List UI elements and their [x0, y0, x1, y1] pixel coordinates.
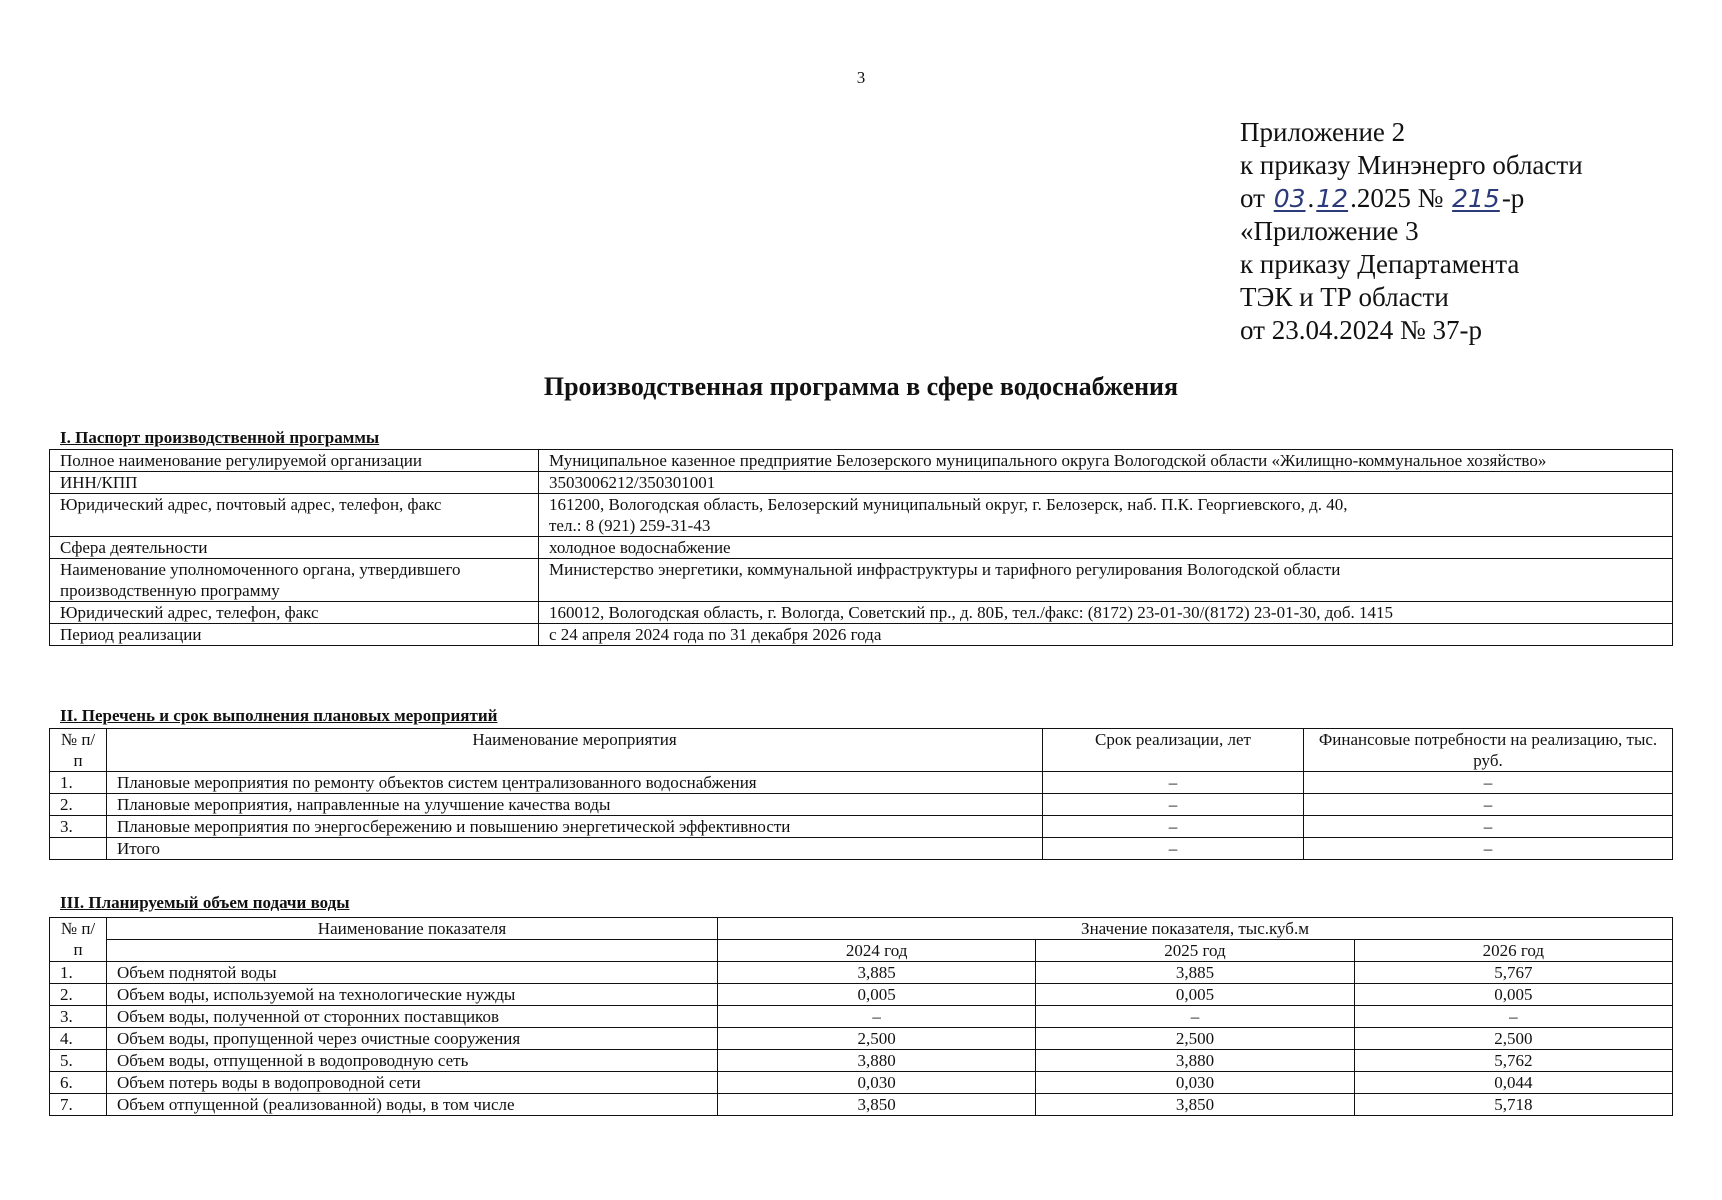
table-row: [50, 559, 1673, 602]
measure-name: Плановые мероприятия, направленные на улучшение качества воды: [107, 794, 1043, 816]
water-volume-table: [49, 917, 1673, 1116]
appendix-from: от: [1240, 183, 1265, 213]
table-row: [50, 816, 1673, 838]
value-2024: 3,850: [718, 1094, 1036, 1116]
handwritten-month: 12: [1316, 184, 1349, 213]
value-2026: –: [1354, 1006, 1672, 1028]
table-row: [50, 624, 1673, 646]
table-row: [50, 450, 1673, 472]
row-num: 3.: [50, 1006, 107, 1028]
table-row: [50, 494, 1673, 537]
appendix-line: от 23.04.2024 № 37-р: [1240, 315, 1482, 345]
header-year-2026: 2026 год: [1354, 940, 1672, 962]
measure-name: Итого: [107, 838, 1043, 860]
appendix-line: ТЭК и ТР области: [1240, 282, 1449, 312]
indicator-name: Объем отпущенной (реализованной) воды, в том числе: [107, 1094, 718, 1116]
section-heading-volume: III. Планируемый объем подачи воды: [60, 893, 350, 912]
passport-value: [539, 494, 1673, 537]
table-row: [50, 1006, 1673, 1028]
table-row-total: [50, 838, 1673, 860]
row-num: [50, 838, 107, 860]
indicator-name: Объем поднятой воды: [107, 962, 718, 984]
appendix-line: Приложение 2: [1240, 117, 1406, 147]
passport-value: холодное водоснабжение: [539, 537, 1673, 559]
table-row: [50, 1072, 1673, 1094]
passport-value: 3503006212/350301001: [539, 472, 1673, 494]
appendix-line: «Приложение 3: [1240, 216, 1419, 246]
appendix-year: .2025 №: [1350, 183, 1444, 213]
indicator-name: Объем воды, пропущенной через очистные сооружения: [107, 1028, 718, 1050]
passport-value: Министерство энергетики, коммунальной инфраструктуры и тарифного регулирования Вологодской области: [539, 559, 1673, 602]
header-term: Срок реализации, лет: [1043, 729, 1304, 772]
header-value-group: Значение показателя, тыс.куб.м: [718, 918, 1673, 940]
value-2024: 3,885: [718, 962, 1036, 984]
passport-value: Муниципальное казенное предприятие Белозерского муниципального округа Вологодской области «Жилищно-коммунальное хозяйство»: [539, 450, 1673, 472]
table-row: [50, 772, 1673, 794]
value-2026: 5,718: [1354, 1094, 1672, 1116]
passport-label: ИНН/КПП: [50, 472, 539, 494]
value-2025: 0,005: [1036, 984, 1354, 1006]
value-2025: 2,500: [1036, 1028, 1354, 1050]
passport-label: Период реализации: [50, 624, 539, 646]
passport-value: с 24 апреля 2024 года по 31 декабря 2026 года: [539, 624, 1673, 646]
header-year-2025: 2025 год: [1036, 940, 1354, 962]
value-2025: 3,880: [1036, 1050, 1354, 1072]
measure-term: –: [1043, 794, 1304, 816]
value-2026: 0,005: [1354, 984, 1672, 1006]
row-num: 1.: [50, 772, 107, 794]
handwritten-day: 03: [1273, 184, 1306, 213]
table-header-row: [50, 940, 1673, 962]
table-row: [50, 1094, 1673, 1116]
measure-finance: –: [1304, 816, 1673, 838]
value-2026: 2,500: [1354, 1028, 1672, 1050]
table-header-row: [50, 918, 1673, 940]
header-indicator-name: Наименование показателя: [107, 918, 718, 940]
row-num: 2.: [50, 794, 107, 816]
header-finance: Финансовые потребности на реализацию, тыс. руб.: [1304, 729, 1673, 772]
measure-term: –: [1043, 838, 1304, 860]
passport-label: Юридический адрес, почтовый адрес, телефон, факс: [50, 494, 539, 537]
value-2026: 5,762: [1354, 1050, 1672, 1072]
document-title: Производственная программа в сфере водоснабжения: [543, 372, 1179, 401]
phone-line: тел.: 8 (921) 259-31-43: [549, 516, 711, 535]
value-2026: 0,044: [1354, 1072, 1672, 1094]
measures-table: [49, 728, 1673, 860]
passport-label: Наименование уполномоченного органа, утвердившего производственную программу: [50, 559, 539, 602]
passport-value: 160012, Вологодская область, г. Вологда, Советский пр., д. 80Б, тел./факс: (8172) 23-01-30/(8172) 23-01-30, доб. 1415: [539, 602, 1673, 624]
row-num: 7.: [50, 1094, 107, 1116]
measure-name: Плановые мероприятия по ремонту объектов систем централизованного водоснабжения: [107, 772, 1043, 794]
passport-label: Юридический адрес, телефон, факс: [50, 602, 539, 624]
value-2025: 0,030: [1036, 1072, 1354, 1094]
indicator-name: Объем воды, отпущенной в водопроводную сеть: [107, 1050, 718, 1072]
measure-finance: –: [1304, 838, 1673, 860]
value-2026: 5,767: [1354, 962, 1672, 984]
table-row: [50, 984, 1673, 1006]
indicator-name: Объем воды, полученной от сторонних поставщиков: [107, 1006, 718, 1028]
value-2024: 2,500: [718, 1028, 1036, 1050]
header-year-2024: 2024 год: [718, 940, 1036, 962]
indicator-name: Объем воды, используемой на технологические нужды: [107, 984, 718, 1006]
value-2024: 0,030: [718, 1072, 1036, 1094]
row-num: 4.: [50, 1028, 107, 1050]
value-2024: –: [718, 1006, 1036, 1028]
table-row: [50, 794, 1673, 816]
header-measure-name: Наименование мероприятия: [107, 729, 1043, 772]
appendix-suffix: -р: [1501, 183, 1525, 213]
measure-finance: –: [1304, 794, 1673, 816]
value-2024: 3,880: [718, 1050, 1036, 1072]
table-row: [50, 602, 1673, 624]
appendix-block: [1240, 116, 1583, 347]
handwritten-number: 215: [1452, 184, 1500, 213]
appendix-line: к приказу Департамента: [1240, 249, 1520, 279]
passport-label: Полное наименование регулируемой организации: [50, 450, 539, 472]
table-row: [50, 962, 1673, 984]
passport-label: Сфера деятельности: [50, 537, 539, 559]
value-2025: 3,885: [1036, 962, 1354, 984]
header-num: № п/п: [50, 729, 107, 772]
passport-table: [49, 449, 1673, 646]
row-num: 6.: [50, 1072, 107, 1094]
appendix-line: к приказу Минэнерго области: [1240, 150, 1583, 180]
header-num: № п/п: [50, 918, 107, 962]
row-num: 3.: [50, 816, 107, 838]
indicator-name: Объем потерь воды в водопроводной сети: [107, 1072, 718, 1094]
header-spacer: [107, 940, 718, 962]
table-header-row: [50, 729, 1673, 772]
value-2025: –: [1036, 1006, 1354, 1028]
row-num: 2.: [50, 984, 107, 1006]
value-2025: 3,850: [1036, 1094, 1354, 1116]
table-row: [50, 1050, 1673, 1072]
table-row: [50, 537, 1673, 559]
measure-term: –: [1043, 772, 1304, 794]
table-row: [50, 472, 1673, 494]
address-line: 161200, Вологодская область, Белозерский муниципальный округ, г. Белозерск, наб. П.К. Георгиевского, д. 40,: [549, 495, 1348, 514]
value-2024: 0,005: [718, 984, 1036, 1006]
row-num: 5.: [50, 1050, 107, 1072]
measure-term: –: [1043, 816, 1304, 838]
section-heading-measures: II. Перечень и срок выполнения плановых мероприятий: [60, 706, 498, 725]
table-row: [50, 1028, 1673, 1050]
appendix-date-line: от 03.12.2025 № 215-р: [1240, 183, 1525, 213]
measure-finance: –: [1304, 772, 1673, 794]
row-num: 1.: [50, 962, 107, 984]
section-heading-passport: I. Паспорт производственной программы: [60, 428, 380, 447]
page-number: 3: [856, 68, 866, 87]
measure-name: Плановые мероприятия по энергосбережению и повышению энергетической эффективности: [107, 816, 1043, 838]
